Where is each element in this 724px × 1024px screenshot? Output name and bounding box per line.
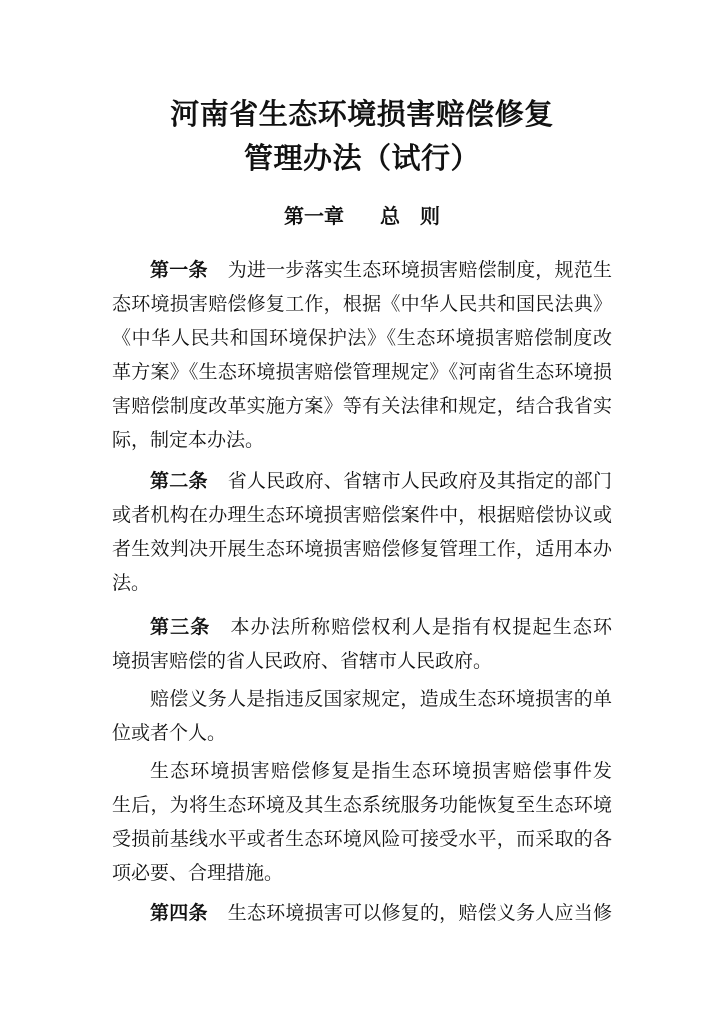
article-3-para-3-line-3: 受损前基线水平或者生态环境风险可接受水平，而采取的各 (112, 828, 612, 850)
article-label: 第三条 (150, 616, 211, 638)
article-3-para-3-line-4: 项必要、合理措施。 (112, 862, 284, 884)
chapter-heading (0, 202, 724, 230)
article-4-line-1: 第四条 生态环境损害可以修复的，赔偿义务人应当修 (150, 902, 612, 924)
article-1-line-2: 态环境损害赔偿修复工作，根据《中华人民共和国民法典》 (112, 293, 612, 315)
article-3-para-2-line-1: 赔偿义务人是指违反国家规定，造成生态环境损害的单 (150, 688, 612, 710)
article-1-line-3: 《中华人民共和国环境保护法》《生态环境损害赔偿制度改 (112, 327, 612, 349)
article-1-line-6: 际，制定本办法。 (112, 429, 265, 451)
article-3-line-1: 第三条 本办法所称赔偿权利人是指有权提起生态环 (150, 616, 612, 638)
article-3-para-3-line-2: 生后，为将生态环境及其生态系统服务功能恢复至生态环境 (112, 794, 612, 816)
article-label: 第一条 (150, 259, 208, 281)
article-1-line-1: 第一条 为进一步落实生态环境损害赔偿制度，规范生 (150, 259, 612, 281)
article-3-para-3-line-1: 生态环境损害赔偿修复是指生态环境损害赔偿事件发 (150, 760, 612, 782)
article-1-line-5: 害赔偿制度改革实施方案》等有关法律和规定，结合我省实 (112, 395, 612, 417)
article-label: 第二条 (150, 470, 208, 492)
document-title-line-1: 河南省生态环境损害赔偿修复 (170, 97, 554, 131)
article-3-para-2-line-2: 位或者个人。 (112, 722, 227, 744)
article-2-line-2: 或者机构在办理生态环境损害赔偿案件中，根据赔偿协议或 (112, 504, 612, 526)
article-label: 第四条 (150, 902, 208, 924)
chapter-number: 第一章 (284, 204, 344, 228)
article-2-line-1: 第二条 省人民政府、省辖市人民政府及其指定的部门 (150, 470, 612, 492)
article-2-line-3: 者生效判决开展生态环境损害赔偿修复管理工作，适用本办 (112, 538, 612, 560)
article-3-line-2: 境损害赔偿的省人民政府、省辖市人民政府。 (112, 650, 493, 672)
article-1-line-4: 革方案》《生态环境损害赔偿管理规定》《河南省生态环境损 (112, 361, 612, 383)
article-2-line-4: 法。 (112, 572, 151, 594)
document-title-line-2: 管理办法（试行） (243, 141, 480, 175)
chapter-name: 总 则 (380, 204, 440, 228)
